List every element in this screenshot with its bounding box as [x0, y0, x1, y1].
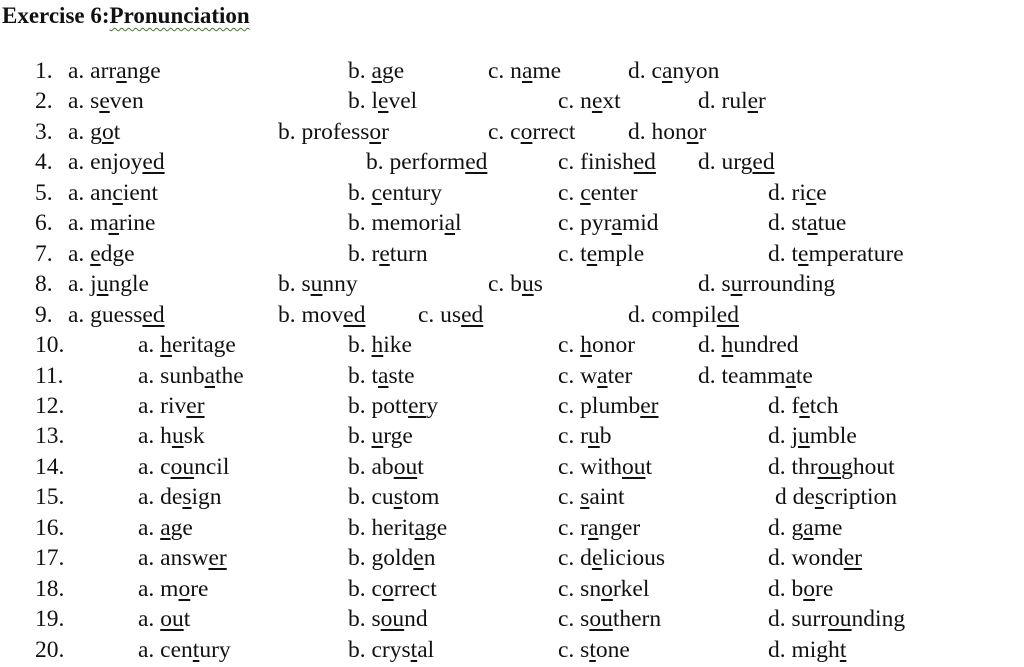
- underlined-sound: ed: [633, 149, 656, 176]
- option-d: d. game: [768, 514, 843, 541]
- option-a: a. council: [138, 453, 230, 480]
- option-d: d. wonder: [768, 545, 862, 572]
- underlined-sound: c: [112, 179, 123, 206]
- underlined-sound: ou: [828, 606, 852, 633]
- underlined-sound: er: [408, 392, 427, 419]
- option-a: a. river: [138, 392, 205, 419]
- option-c: c. water: [558, 362, 633, 389]
- underlined-sound: o: [101, 118, 114, 145]
- underlined-sound: a: [371, 58, 382, 84]
- question-number: 4.: [35, 149, 53, 176]
- underlined-sound: t: [839, 636, 847, 663]
- underlined-sound: s: [814, 484, 824, 511]
- exercise-title-main: Pronunciation: [109, 3, 250, 28]
- question-number: 12.: [35, 392, 65, 419]
- underlined-sound: a: [521, 58, 533, 84]
- question-row: [0, 239, 1024, 269]
- underlined-sound: e: [799, 392, 810, 419]
- question-number: 16.: [35, 514, 65, 541]
- option-d: d. throughout: [768, 453, 895, 480]
- underlined-sound: a: [160, 514, 171, 541]
- question-row: [0, 330, 1024, 360]
- underlined-sound: ou: [817, 453, 842, 480]
- option-d: d. teammate: [698, 362, 813, 389]
- option-a: a. more: [138, 575, 209, 602]
- underlined-sound: a: [116, 58, 127, 84]
- option-d: d. temperature: [768, 240, 904, 267]
- option-b: b. crystal: [348, 636, 435, 663]
- underlined-sound: c: [580, 179, 591, 206]
- option-b: b. memorial: [348, 210, 462, 237]
- option-d: d. statue: [768, 210, 847, 237]
- underlined-sound: u: [310, 271, 323, 298]
- question-row: [0, 178, 1024, 208]
- option-c: c. honor: [558, 332, 636, 359]
- option-c: c. southern: [558, 606, 662, 633]
- question-number: 7.: [35, 240, 53, 267]
- question-row: [0, 421, 1024, 451]
- question-number: 13.: [35, 423, 65, 450]
- underlined-sound: u: [521, 271, 534, 298]
- underlined-sound: ed: [343, 301, 366, 328]
- option-d: d. surrounding: [698, 271, 836, 298]
- underlined-sound: u: [588, 423, 600, 450]
- underlined-sound: er: [640, 392, 659, 419]
- question-number: 20.: [35, 636, 65, 663]
- question-row: [0, 361, 1024, 391]
- question-number: 17.: [35, 545, 65, 572]
- option-b: b. pottery: [348, 392, 439, 419]
- option-b: b. level: [348, 88, 418, 115]
- option-b: b. taste: [348, 362, 415, 389]
- underlined-sound: ou: [380, 606, 405, 633]
- question-number: 19.: [35, 606, 65, 633]
- question-number: 11.: [35, 362, 64, 389]
- option-d: d. surrounding: [768, 606, 906, 633]
- option-d: d. urged: [698, 149, 775, 176]
- question-row: [0, 147, 1024, 177]
- underlined-sound: e: [747, 88, 759, 115]
- option-a: a. enjoyed: [68, 149, 165, 176]
- underlined-sound: ou: [170, 453, 195, 480]
- underlined-sound: e: [99, 88, 110, 115]
- question-number: 8.: [35, 271, 53, 298]
- question-row: [0, 56, 1024, 86]
- option-a: a. century: [138, 636, 231, 663]
- underlined-sound: t: [410, 636, 418, 663]
- underlined-sound: a: [611, 210, 622, 237]
- option-c: c. snorkel: [558, 575, 650, 602]
- question-number: 5.: [35, 179, 53, 206]
- underlined-sound: ou: [160, 606, 184, 633]
- option-c: c. bus: [488, 271, 543, 298]
- option-b: b. about: [348, 453, 424, 480]
- option-b: b. sunny: [278, 271, 358, 298]
- question-row: [0, 635, 1024, 665]
- underlined-sound: t: [192, 636, 200, 663]
- question-row: [0, 543, 1024, 573]
- option-b: b. urge: [348, 423, 413, 450]
- underlined-sound: c: [805, 179, 817, 206]
- option-b: b. heritage: [348, 514, 448, 541]
- underlined-sound: ed: [142, 149, 165, 176]
- underlined-sound: e: [586, 240, 598, 267]
- option-d: d description: [775, 484, 898, 511]
- option-c: c. finished: [558, 149, 656, 176]
- option-a: a. out: [138, 606, 191, 633]
- question-number: 2.: [35, 88, 53, 115]
- option-c: c. delicious: [558, 545, 666, 572]
- underlined-sound: o: [381, 575, 394, 602]
- option-b: b. age: [348, 58, 405, 84]
- underlined-sound: a: [378, 362, 389, 389]
- option-a: a. age: [138, 514, 193, 541]
- underlined-sound: s: [393, 484, 403, 511]
- option-b: b. professor: [278, 118, 389, 145]
- option-b: b. performed: [366, 149, 488, 176]
- option-d: d. might: [768, 636, 847, 663]
- underlined-sound: a: [661, 58, 673, 84]
- underlined-sound: ed: [716, 301, 739, 328]
- underlined-sound: ed: [752, 149, 775, 176]
- question-number: 18.: [35, 575, 65, 602]
- option-d: d. ruler: [698, 88, 766, 115]
- question-row: [0, 482, 1024, 512]
- option-b: b. sound: [348, 606, 428, 633]
- option-d: d. rice: [768, 179, 827, 206]
- option-d: d. fetch: [768, 392, 839, 419]
- underlined-sound: er: [208, 545, 227, 572]
- underlined-sound: o: [520, 118, 533, 145]
- option-c: c. used: [418, 301, 484, 328]
- option-d: d. canyon: [628, 58, 720, 84]
- underlined-sound: u: [798, 423, 810, 450]
- question-row: [0, 604, 1024, 634]
- question-row: [0, 513, 1024, 543]
- underlined-sound: a: [444, 210, 456, 237]
- underlined-sound: e: [378, 88, 389, 115]
- question-number: 6.: [35, 210, 53, 237]
- underlined-sound: a: [803, 514, 814, 541]
- question-row: [0, 269, 1024, 299]
- option-d: d. jumble: [768, 423, 857, 450]
- question-row: [0, 391, 1024, 421]
- option-a: a. got: [68, 118, 121, 145]
- underlined-sound: e: [413, 545, 424, 572]
- question-row: [0, 117, 1024, 147]
- underlined-sound: u: [96, 271, 109, 298]
- option-c: c. name: [488, 58, 562, 84]
- option-a: a. design: [138, 484, 222, 511]
- option-a: a. sunbathe: [138, 362, 244, 389]
- option-c: c. correct: [488, 118, 576, 145]
- underlined-sound: s: [580, 484, 590, 511]
- underlined-sound: ed: [465, 149, 488, 176]
- option-a: a. husk: [138, 423, 205, 450]
- question-row: [0, 574, 1024, 604]
- underlined-sound: o: [601, 575, 613, 602]
- option-d: d. bore: [768, 575, 834, 602]
- option-a: a. marine: [68, 210, 156, 237]
- option-a: a. guessed: [68, 301, 165, 328]
- option-a: a. jungle: [68, 271, 149, 298]
- option-a: a. edge: [68, 240, 135, 267]
- underlined-sound: a: [588, 514, 599, 541]
- underlined-sound: ou: [621, 453, 646, 480]
- option-d: d. compiled: [628, 301, 739, 328]
- option-c: c. center: [558, 179, 638, 206]
- option-c: c. pyramid: [558, 210, 659, 237]
- option-c: c. rub: [558, 423, 612, 450]
- option-b: b. correct: [348, 575, 437, 602]
- option-c: c. temple: [558, 240, 645, 267]
- option-b: b. moved: [278, 301, 366, 328]
- underlined-sound: e: [591, 88, 603, 115]
- underlined-sound: e: [591, 545, 603, 572]
- question-number: 15.: [35, 484, 65, 511]
- underlined-sound: c: [371, 179, 382, 206]
- underlined-sound: h: [580, 332, 592, 359]
- option-c: c. saint: [558, 484, 625, 511]
- question-number: 1.: [35, 58, 53, 84]
- underlined-sound: u: [371, 423, 384, 450]
- question-number: 14.: [35, 453, 65, 480]
- underlined-sound: s: [182, 484, 192, 511]
- underlined-sound: t: [589, 636, 596, 663]
- option-b: b. golden: [348, 545, 436, 572]
- underlined-sound: o: [686, 118, 699, 145]
- underlined-sound: a: [597, 362, 608, 389]
- question-row: [0, 452, 1024, 482]
- question-row: [0, 208, 1024, 238]
- option-c: c. next: [558, 88, 621, 115]
- underlined-sound: a: [204, 362, 216, 389]
- question-number: 9.: [35, 301, 53, 328]
- option-d: d. hundred: [698, 332, 799, 359]
- underlined-sound: ed: [142, 301, 165, 328]
- option-b: b. custom: [348, 484, 440, 511]
- question-number: 3.: [35, 118, 53, 145]
- underlined-sound: ou: [393, 453, 418, 480]
- underlined-sound: e: [379, 240, 390, 267]
- underlined-sound: u: [171, 423, 184, 450]
- question-row: [0, 86, 1024, 116]
- underlined-sound: u: [730, 271, 743, 298]
- underlined-sound: er: [843, 545, 862, 572]
- option-a: a. answer: [138, 545, 227, 572]
- underlined-sound: a: [108, 210, 119, 237]
- option-a: a. seven: [68, 88, 144, 115]
- exercise-title-prefix: Exercise 6:: [2, 3, 110, 28]
- underlined-sound: o: [178, 575, 191, 602]
- underlined-sound: a: [785, 362, 796, 389]
- option-d: d. honor: [628, 118, 707, 145]
- question-row: [0, 300, 1024, 330]
- option-b: b. hike: [348, 332, 412, 359]
- underlined-sound: e: [90, 240, 101, 267]
- option-c: c. ranger: [558, 514, 641, 541]
- option-b: b. return: [348, 240, 428, 267]
- underlined-sound: o: [369, 118, 382, 145]
- option-c: c. stone: [558, 636, 630, 663]
- underlined-sound: o: [803, 575, 815, 602]
- underlined-sound: ed: [461, 301, 484, 328]
- option-c: c. without: [558, 453, 652, 480]
- underlined-sound: h: [721, 332, 734, 359]
- underlined-sound: a: [807, 210, 818, 237]
- option-b: b. century: [348, 179, 442, 206]
- question-number: 10.: [35, 332, 65, 359]
- underlined-sound: er: [186, 392, 205, 419]
- option-a: a. ancient: [68, 179, 159, 206]
- option-a: a. heritage: [138, 332, 236, 359]
- underlined-sound: h: [371, 332, 384, 359]
- underlined-sound: h: [160, 332, 172, 359]
- option-c: c. plumber: [558, 392, 659, 419]
- underlined-sound: ou: [589, 606, 613, 633]
- underlined-sound: e: [798, 240, 809, 267]
- option-a: a. arrange: [68, 58, 161, 84]
- underlined-sound: a: [414, 514, 426, 541]
